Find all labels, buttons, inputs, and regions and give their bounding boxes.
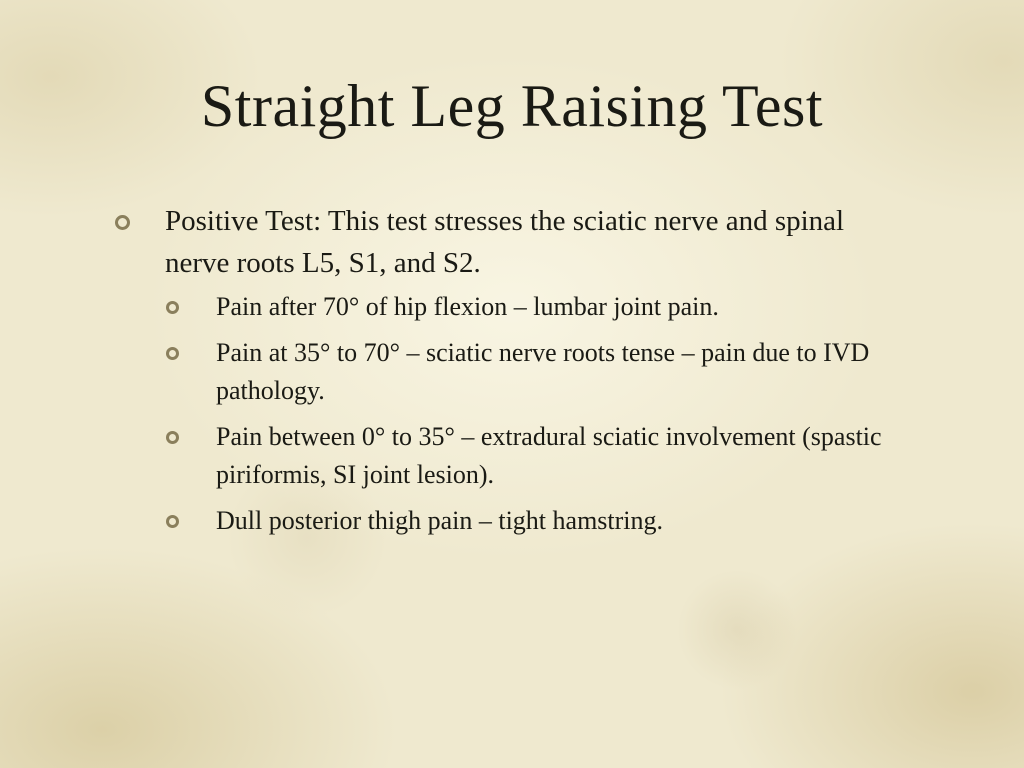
- sub-bullet-dull-thigh-pain: [110, 502, 910, 540]
- bullet-positive-test: [110, 200, 910, 284]
- sub-bullet-pain-0-to-35: [110, 418, 910, 494]
- sub-bullet-text: Dull posterior thigh pain – tight hamstring.: [216, 506, 664, 535]
- hollow-circle-bullet-icon: [115, 215, 130, 230]
- sub-bullet-text: Pain between 0° to 35° – extradural sciatic involvement (spastic piriformis, SI joint lesion).: [216, 422, 882, 489]
- hollow-circle-bullet-icon: [166, 301, 179, 314]
- sub-bullet-text: Pain at 35° to 70° – sciatic nerve roots tense – pain due to IVD pathology.: [216, 338, 870, 405]
- slide-title: Straight Leg Raising Test: [200, 73, 824, 139]
- hollow-circle-bullet-icon: [166, 431, 179, 444]
- hollow-circle-bullet-icon: [166, 515, 179, 528]
- slide-content: [110, 200, 910, 548]
- hollow-circle-bullet-icon: [166, 347, 179, 360]
- sub-bullet-text: Pain after 70° of hip flexion – lumbar joint pain.: [216, 292, 719, 321]
- sub-bullet-pain-35-to-70: [110, 334, 910, 410]
- sub-bullet-pain-after-70: [110, 288, 910, 326]
- bullet-text: Positive Test: This test stresses the sciatic nerve and spinal nerve roots L5, S1, and S2.: [165, 205, 845, 279]
